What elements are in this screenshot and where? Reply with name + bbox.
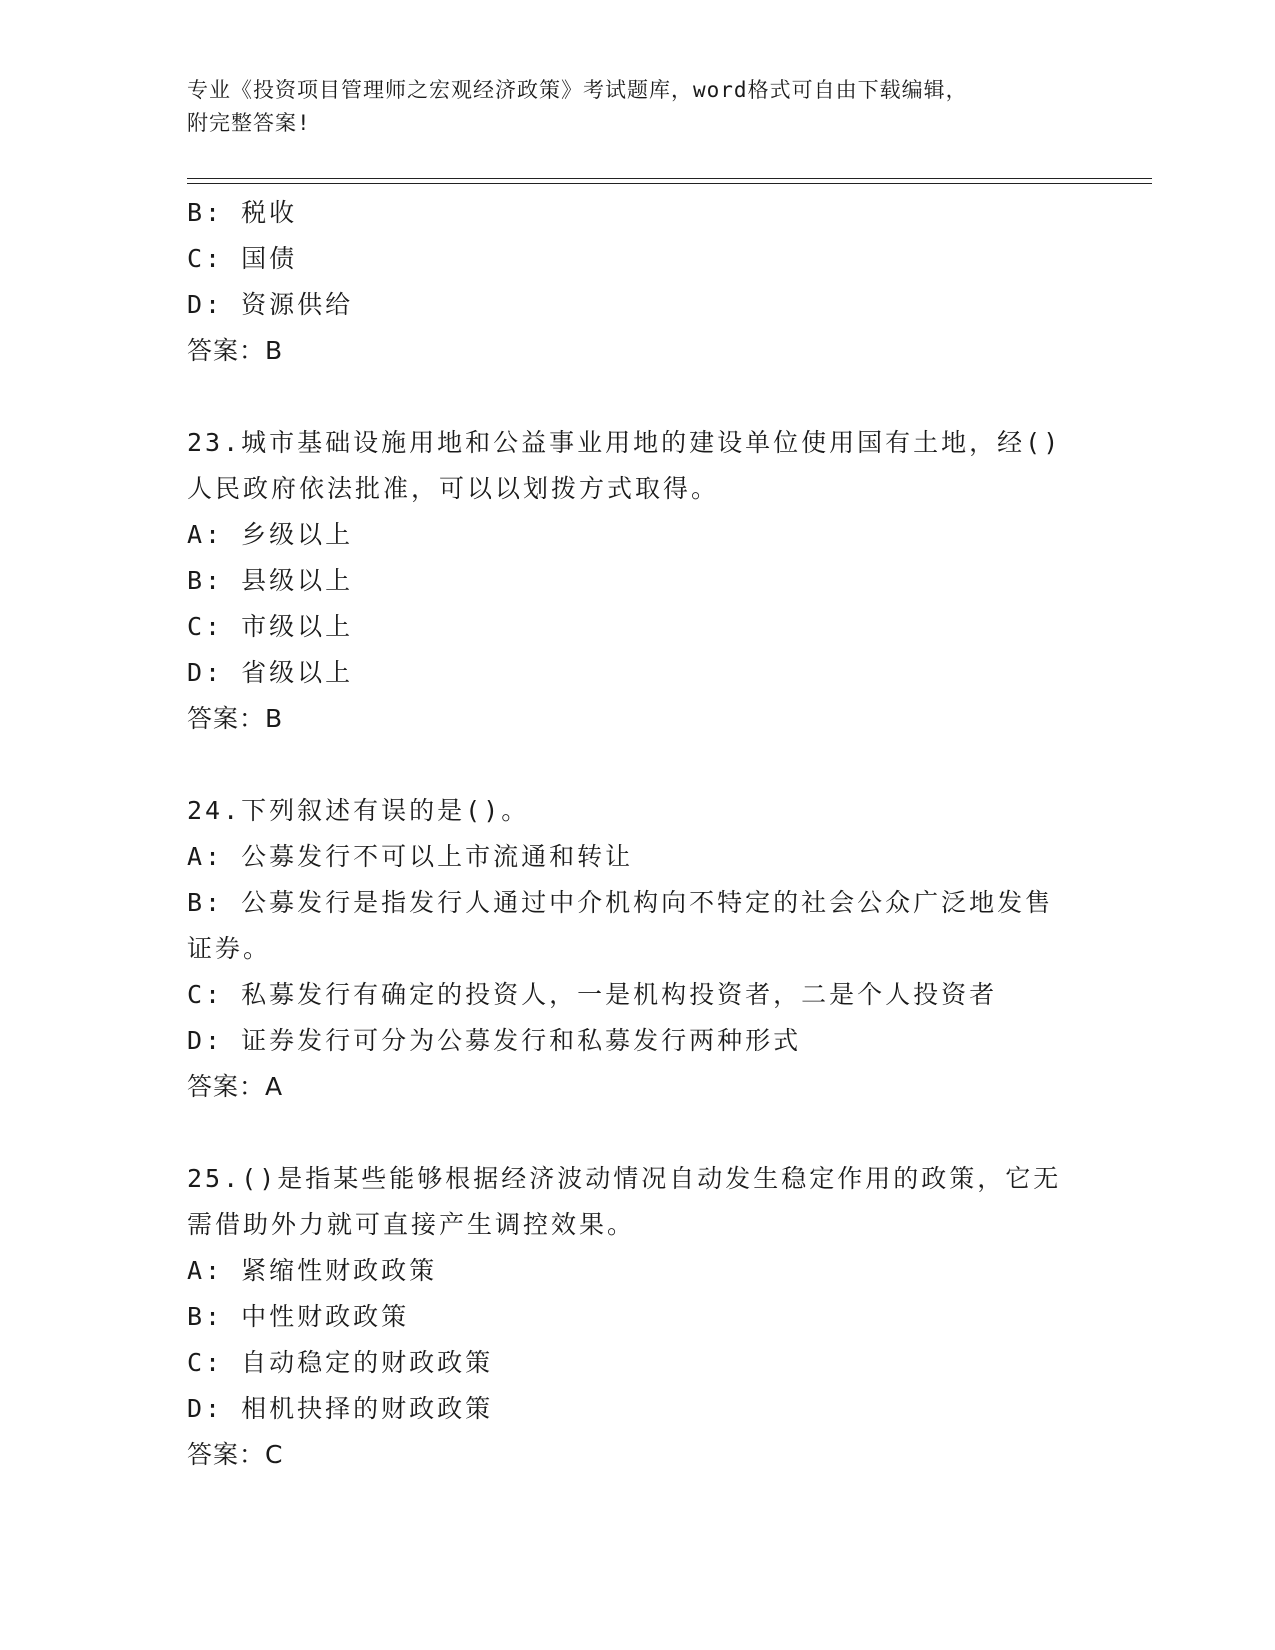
question-block-22 xyxy=(187,190,1087,374)
answer-line: 答案：A xyxy=(187,1072,284,1101)
answer-line: 答案：C xyxy=(187,1440,284,1469)
header-line: 附完整答案! xyxy=(187,111,311,135)
option-b: B: 税收 xyxy=(187,198,298,227)
option-a: A: 紧缩性财政政策 xyxy=(187,1256,438,1285)
answer-line: 答案：B xyxy=(187,336,284,365)
option-d: D: 资源供给 xyxy=(187,290,354,319)
option-a: A: 乡级以上 xyxy=(187,520,354,549)
option-d: D: 证券发行可分为公募发行和私募发行两种形式 xyxy=(187,1026,802,1055)
question-block-25 xyxy=(187,1156,1087,1478)
option-a: A: 公募发行不可以上市流通和转让 xyxy=(187,842,634,871)
header-divider xyxy=(187,178,1152,179)
option-d: D: 相机抉择的财政政策 xyxy=(187,1394,494,1423)
option-b: B: 县级以上 xyxy=(187,566,354,595)
question-text: 25.()是指某些能够根据经济波动情况自动发生稳定作用的政策，它无 xyxy=(187,1164,1062,1193)
option-c: C: 市级以上 xyxy=(187,612,354,641)
option-c: C: 私募发行有确定的投资人，一是机构投资者，二是个人投资者 xyxy=(187,980,998,1009)
question-text: 23.城市基础设施用地和公益事业用地的建设单位使用国有土地，经() xyxy=(187,428,1062,457)
question-text: 人民政府依法批准，可以以划拨方式取得。 xyxy=(187,474,720,503)
header-line: 专业《投资项目管理师之宏观经济政策》考试题库，word格式可自由下载编辑， xyxy=(187,78,968,102)
question-text: 24.下列叙述有误的是()。 xyxy=(187,796,530,825)
option-c: C: 国债 xyxy=(187,244,298,273)
option-c: C: 自动稳定的财政政策 xyxy=(187,1348,494,1377)
document-body xyxy=(187,190,1087,1478)
option-b: B: 中性财政政策 xyxy=(187,1302,410,1331)
question-text: 需借助外力就可直接产生调控效果。 xyxy=(187,1210,636,1239)
answer-line: 答案：B xyxy=(187,704,284,733)
option-d: D: 省级以上 xyxy=(187,658,354,687)
question-block-23 xyxy=(187,420,1087,742)
header-divider xyxy=(187,183,1152,184)
option-b: B: 公募发行是指发行人通过中介机构向不特定的社会公众广泛地发售 xyxy=(187,888,1054,917)
question-block-24 xyxy=(187,788,1087,1110)
page-header xyxy=(187,74,1067,140)
option-b-continued: 证券。 xyxy=(187,934,272,963)
